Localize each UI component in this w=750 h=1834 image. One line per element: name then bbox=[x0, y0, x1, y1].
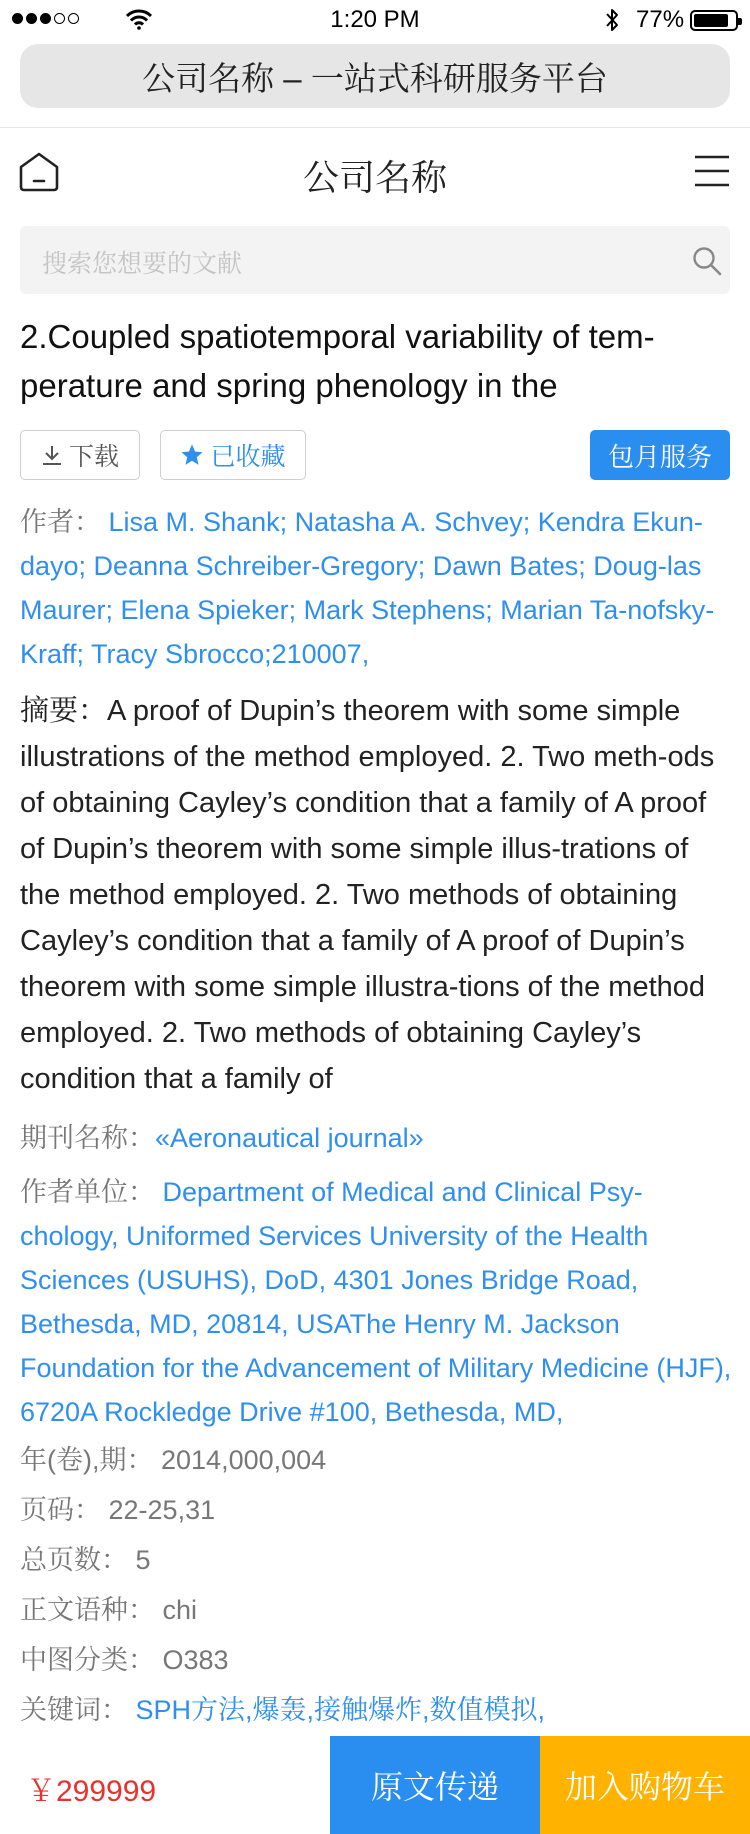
total-pages-label: 总页数： bbox=[20, 1545, 128, 1575]
pages-row bbox=[20, 1488, 732, 1532]
language-value: chi bbox=[162, 1595, 198, 1625]
abstract-label: 摘要： bbox=[20, 695, 108, 727]
download-label: 下载 bbox=[68, 443, 119, 471]
pages-value: 22-25,31 bbox=[108, 1495, 216, 1525]
authors-list[interactable]: Lisa M. Shank; Natasha A. Schvey; Kendra Ekun-dayo; Deanna Schreiber-Gregory; Dawn Bates; Doug-las Maurer; Elena Spieker; Mark Stephens; Marian Ta-nofsky-Kraff; Tracy Sbrocco;210007, bbox=[20, 507, 715, 669]
keywords-label: 关键词： bbox=[20, 1695, 128, 1725]
battery-percentage: 77% bbox=[636, 6, 685, 33]
header bbox=[0, 146, 750, 198]
authors bbox=[20, 500, 732, 676]
search-input[interactable] bbox=[20, 226, 730, 294]
document-delivery-button[interactable]: 原文传递 bbox=[330, 1736, 540, 1834]
total-pages-value: 5 bbox=[135, 1545, 151, 1575]
pages-label: 页码： bbox=[20, 1495, 101, 1525]
add-to-cart-button[interactable]: 加入购物车 bbox=[540, 1736, 750, 1834]
download-icon bbox=[41, 444, 63, 466]
status-bar bbox=[0, 0, 750, 40]
journal-row bbox=[20, 1116, 732, 1160]
organization-label: 作者单位： bbox=[20, 1177, 155, 1207]
keywords-row bbox=[20, 1688, 732, 1732]
download-button[interactable] bbox=[20, 430, 140, 480]
abstract bbox=[20, 688, 732, 1102]
hamburger-menu-icon[interactable] bbox=[694, 154, 730, 188]
search-placeholder: 搜索您想要的文献 bbox=[42, 250, 243, 278]
article-title: 2.Coupled spatiotemporal variability of tem-perature and spring phenology in the bbox=[20, 318, 655, 404]
page-title: 公司名称 bbox=[302, 157, 447, 198]
total-pages-row bbox=[20, 1538, 732, 1582]
favorite-label: 已收藏 bbox=[210, 443, 286, 471]
bluetooth-icon bbox=[604, 7, 620, 33]
year-value: 2014,000,004 bbox=[161, 1445, 327, 1475]
journal-label: 期刊名称： bbox=[20, 1123, 155, 1153]
price: ￥299999 bbox=[26, 1775, 157, 1808]
battery-icon bbox=[690, 10, 738, 31]
year-label: 年(卷),期： bbox=[20, 1445, 154, 1475]
language-row bbox=[20, 1588, 732, 1632]
search-icon[interactable] bbox=[692, 246, 722, 276]
journal-link[interactable]: «Aeronautical journal» bbox=[155, 1123, 424, 1153]
language-label: 正文语种： bbox=[20, 1595, 155, 1625]
browser-url-bar[interactable]: 公司名称 – 一站式科研服务平台 bbox=[20, 44, 730, 108]
star-icon bbox=[180, 443, 204, 467]
abstract-text: A proof of Dupin’s theorem with some simple illustrations of the method employed. 2. Two meth-ods of obtaining Cayley’s condition that a family of A proof of Dupin’s theorem with some simple illus-trations of the method employed. 2. Two methods of obtaining Cayley’s condition that a family of A proof of Dupin’s theorem with some simple illustra-tions of the method employed. 2. Two methods of obtaining Cayley’s condition that a family of bbox=[20, 695, 715, 1095]
classification-value: O383 bbox=[162, 1645, 229, 1675]
classification-row bbox=[20, 1638, 732, 1682]
year-row bbox=[20, 1438, 732, 1482]
divider bbox=[0, 127, 750, 128]
keywords-links[interactable]: SPH方法,爆轰,接触爆炸,数值模拟, bbox=[135, 1695, 546, 1725]
favorite-button[interactable] bbox=[160, 430, 306, 480]
organization-link[interactable]: Department of Medical and Clinical Psy-chology, Uniformed Services University of the Health Sciences (USUHS), DoD, 4301 Jones Bridge Road, Bethesda, MD, 20814, USAThe Henry M. Jackson Foundation for the Advancement of Military Medicine (HJF), 6720A Rockledge Drive #100, Bethesda, MD, bbox=[20, 1177, 732, 1427]
monthly-service-button[interactable]: 包月服务 bbox=[590, 430, 730, 480]
authors-label: 作者： bbox=[20, 507, 101, 537]
bottom-action-bar bbox=[0, 1736, 750, 1834]
classification-label: 中图分类： bbox=[20, 1645, 155, 1675]
organization-row bbox=[20, 1170, 732, 1434]
clock: 1:20 PM bbox=[330, 6, 420, 33]
